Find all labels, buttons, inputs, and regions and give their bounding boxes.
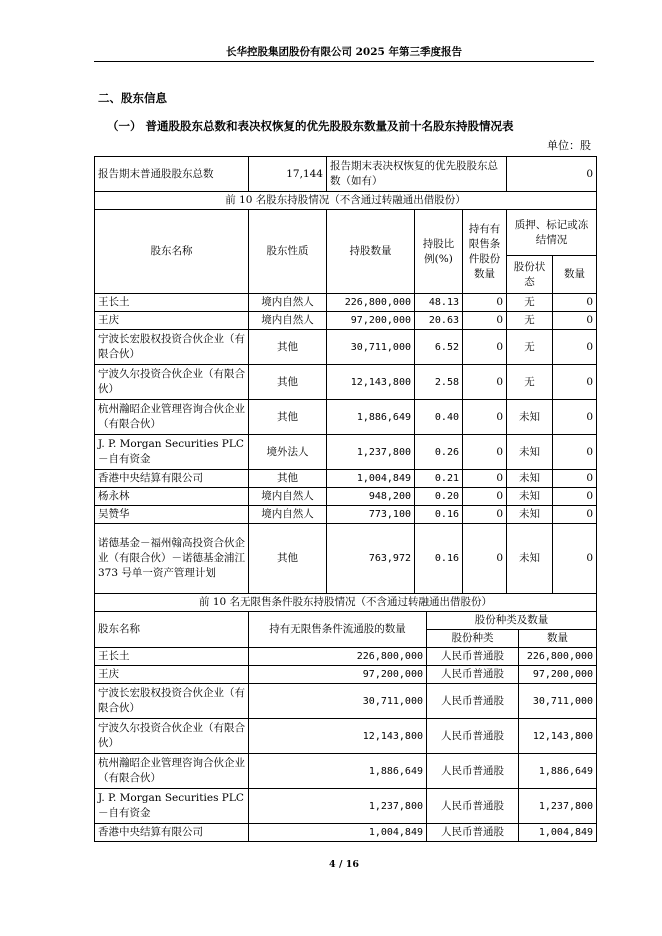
restricted-shares: 0 xyxy=(463,330,507,365)
unrestricted-shares: 1,004,849 xyxy=(249,824,427,842)
pledge-status: 未知 xyxy=(507,524,553,594)
shareholder-nature: 其他 xyxy=(249,400,327,435)
u-col-header-type-group: 股份种类及数量 xyxy=(427,612,597,630)
pledge-status: 未知 xyxy=(507,506,553,524)
holding-ratio: 0.16 xyxy=(415,524,463,594)
shareholder-name: 杨永林 xyxy=(95,488,249,506)
u-col-header-type: 股份种类 xyxy=(427,630,519,648)
shareholder-nature: 境内自然人 xyxy=(249,506,327,524)
unrestricted-shares: 1,237,800 xyxy=(249,789,427,824)
pref-holders-value: 0 xyxy=(507,157,597,192)
restricted-shares: 0 xyxy=(463,365,507,400)
shareholder-name: 王庆 xyxy=(95,666,249,684)
unrestricted-row xyxy=(95,754,597,789)
holding-ratio: 6.52 xyxy=(415,330,463,365)
share-type: 人民币普通股 xyxy=(427,648,519,666)
unrestricted-shares: 1,886,649 xyxy=(249,754,427,789)
shareholder-nature: 其他 xyxy=(249,470,327,488)
shareholder-name: J. P. Morgan Securities PLC－自有资金 xyxy=(95,435,249,470)
unrestricted-shares: 97,200,000 xyxy=(249,666,427,684)
shareholder-name: 宁波久尔投资合伙企业（有限合伙） xyxy=(95,365,249,400)
holding-ratio: 0.16 xyxy=(415,506,463,524)
col-header-name: 股东名称 xyxy=(95,210,249,294)
shares-held: 1,004,849 xyxy=(327,470,415,488)
share-type: 人民币普通股 xyxy=(427,824,519,842)
unrestricted-row xyxy=(95,789,597,824)
unrestricted-row xyxy=(95,648,597,666)
u-col-header-qty: 数量 xyxy=(519,630,597,648)
unrestricted-shares: 226,800,000 xyxy=(249,648,427,666)
pledge-qty: 0 xyxy=(553,294,597,312)
top10-row xyxy=(95,312,597,330)
unrestricted-title-row xyxy=(95,594,597,612)
unrestricted-row xyxy=(95,824,597,842)
pledge-status: 无 xyxy=(507,330,553,365)
pledge-qty: 0 xyxy=(553,435,597,470)
holding-ratio: 48.13 xyxy=(415,294,463,312)
shareholder-name: 香港中央结算有限公司 xyxy=(95,824,249,842)
share-qty: 1,237,800 xyxy=(519,789,597,824)
pledge-qty: 0 xyxy=(553,312,597,330)
summary-row xyxy=(95,157,597,192)
pledge-qty: 0 xyxy=(553,524,597,594)
shares-held: 1,237,800 xyxy=(327,435,415,470)
top10-row xyxy=(95,294,597,312)
restricted-shares: 0 xyxy=(463,312,507,330)
shareholder-name: 王长土 xyxy=(95,294,249,312)
total-holders-label: 报告期末普通股股东总数 xyxy=(95,157,249,192)
total-holders-value xyxy=(249,157,327,192)
unrestricted-header-row xyxy=(95,612,597,630)
share-qty: 30,711,000 xyxy=(519,684,597,719)
pledge-status: 无 xyxy=(507,312,553,330)
unrestricted-table xyxy=(94,593,597,842)
top10-title: 前 10 名股东持股情况（不含通过转融通出借股份） xyxy=(95,192,597,210)
header-rule xyxy=(94,61,594,62)
restricted-shares: 0 xyxy=(463,524,507,594)
top10-row xyxy=(95,524,597,594)
shareholder-name: 宁波长宏股权投资合伙企业（有限合伙） xyxy=(95,330,249,365)
share-qty: 97,200,000 xyxy=(519,666,597,684)
col-header-qty: 数量 xyxy=(553,256,597,294)
shareholder-nature: 其他 xyxy=(249,330,327,365)
pledge-qty: 0 xyxy=(553,400,597,435)
pledge-status: 未知 xyxy=(507,435,553,470)
share-type: 人民币普通股 xyxy=(427,754,519,789)
restricted-shares: 0 xyxy=(463,470,507,488)
shareholder-name: 杭州瀚昭企业管理咨询合伙企业（有限合伙） xyxy=(95,754,249,789)
share-qty: 1,004,849 xyxy=(519,824,597,842)
share-qty: 1,886,649 xyxy=(519,754,597,789)
pledge-status: 无 xyxy=(507,365,553,400)
share-type: 人民币普通股 xyxy=(427,719,519,754)
total-holders-number: 17,144 xyxy=(286,167,323,180)
unit-label: 单位：股 xyxy=(547,139,591,152)
unrestricted-shares: 30,711,000 xyxy=(249,684,427,719)
unrestricted-title: 前 10 名无限售条件股东持股情况（不含通过转融通出借股份） xyxy=(95,594,597,612)
shareholder-name: 吴赞华 xyxy=(95,506,249,524)
shareholder-name: 杭州瀚昭企业管理咨询合伙企业（有限合伙） xyxy=(95,400,249,435)
top10-row xyxy=(95,400,597,435)
unrestricted-shares: 12,143,800 xyxy=(249,719,427,754)
pledge-qty: 0 xyxy=(553,470,597,488)
top10-row xyxy=(95,506,597,524)
shareholder-name: J. P. Morgan Securities PLC－自有资金 xyxy=(95,789,249,824)
top10-header-row xyxy=(95,210,597,256)
shareholder-name: 香港中央结算有限公司 xyxy=(95,470,249,488)
restricted-shares: 0 xyxy=(463,435,507,470)
restricted-shares: 0 xyxy=(463,400,507,435)
shareholder-nature: 境外法人 xyxy=(249,435,327,470)
share-qty: 226,800,000 xyxy=(519,648,597,666)
shares-held: 97,200,000 xyxy=(327,312,415,330)
restricted-shares: 0 xyxy=(463,506,507,524)
col-header-status: 股份状态 xyxy=(507,256,553,294)
holding-ratio: 0.26 xyxy=(415,435,463,470)
shareholder-name: 王长土 xyxy=(95,648,249,666)
col-header-restricted: 持有有限售条件股份数量 xyxy=(463,210,507,294)
shares-held: 948,200 xyxy=(327,488,415,506)
shareholder-name: 宁波久尔投资合伙企业（有限合伙） xyxy=(95,719,249,754)
shareholder-nature: 境内自然人 xyxy=(249,312,327,330)
pref-holders-label: 报告期末表决权恢复的优先股股东总数（如有） xyxy=(327,157,507,192)
top10-row xyxy=(95,365,597,400)
shareholder-name: 王庆 xyxy=(95,312,249,330)
holding-ratio: 0.40 xyxy=(415,400,463,435)
pledge-status: 无 xyxy=(507,294,553,312)
report-header: 长华控股集团股份有限公司 2025 年第三季度报告 xyxy=(225,46,463,58)
col-header-ratio: 持股比例(%) xyxy=(415,210,463,294)
share-type: 人民币普通股 xyxy=(427,666,519,684)
holding-ratio: 0.20 xyxy=(415,488,463,506)
holding-ratio: 20.63 xyxy=(415,312,463,330)
pledge-status: 未知 xyxy=(507,488,553,506)
shareholder-table xyxy=(94,156,597,594)
section-title: 二、股东信息 xyxy=(98,91,167,105)
top10-title-row xyxy=(95,192,597,210)
shareholder-nature: 其他 xyxy=(249,365,327,400)
share-type: 人民币普通股 xyxy=(427,789,519,824)
col-header-nature: 股东性质 xyxy=(249,210,327,294)
shareholder-nature: 境内自然人 xyxy=(249,488,327,506)
top10-row xyxy=(95,435,597,470)
top10-row xyxy=(95,488,597,506)
holding-ratio: 2.58 xyxy=(415,365,463,400)
u-col-header-name: 股东名称 xyxy=(95,612,249,648)
holding-ratio: 0.21 xyxy=(415,470,463,488)
shares-held: 226,800,000 xyxy=(327,294,415,312)
top10-row xyxy=(95,330,597,365)
col-header-pledge: 质押、标记或冻结情况 xyxy=(507,210,597,256)
unrestricted-row xyxy=(95,719,597,754)
shares-held: 763,972 xyxy=(327,524,415,594)
restricted-shares: 0 xyxy=(463,488,507,506)
pledge-qty: 0 xyxy=(553,365,597,400)
top10-row xyxy=(95,470,597,488)
share-type: 人民币普通股 xyxy=(427,684,519,719)
u-col-header-shares: 持有无限售条件流通股的数量 xyxy=(249,612,427,648)
shareholder-nature: 其他 xyxy=(249,524,327,594)
unrestricted-row xyxy=(95,684,597,719)
shareholder-name: 宁波长宏股权投资合伙企业（有限合伙） xyxy=(95,684,249,719)
pledge-qty: 0 xyxy=(553,506,597,524)
unrestricted-row xyxy=(95,666,597,684)
page-number: 4 / 16 xyxy=(329,859,359,870)
pledge-status: 未知 xyxy=(507,470,553,488)
restricted-shares: 0 xyxy=(463,294,507,312)
pledge-status: 未知 xyxy=(507,400,553,435)
pledge-qty: 0 xyxy=(553,330,597,365)
shares-held: 12,143,800 xyxy=(327,365,415,400)
shareholder-nature: 境内自然人 xyxy=(249,294,327,312)
shares-held: 1,886,649 xyxy=(327,400,415,435)
col-header-shares: 持股数量 xyxy=(327,210,415,294)
pledge-qty: 0 xyxy=(553,488,597,506)
share-qty: 12,143,800 xyxy=(519,719,597,754)
shares-held: 773,100 xyxy=(327,506,415,524)
shareholder-name: 诺德基金－福州翰高投资合伙企业（有限合伙）－诺德基金浦江 373 号单一资产管理计划 xyxy=(95,524,249,594)
subsection-title: （一） 普通股股东总数和表决权恢复的优先股股东数量及前十名股东持股情况表 xyxy=(107,119,514,133)
shares-held: 30,711,000 xyxy=(327,330,415,365)
